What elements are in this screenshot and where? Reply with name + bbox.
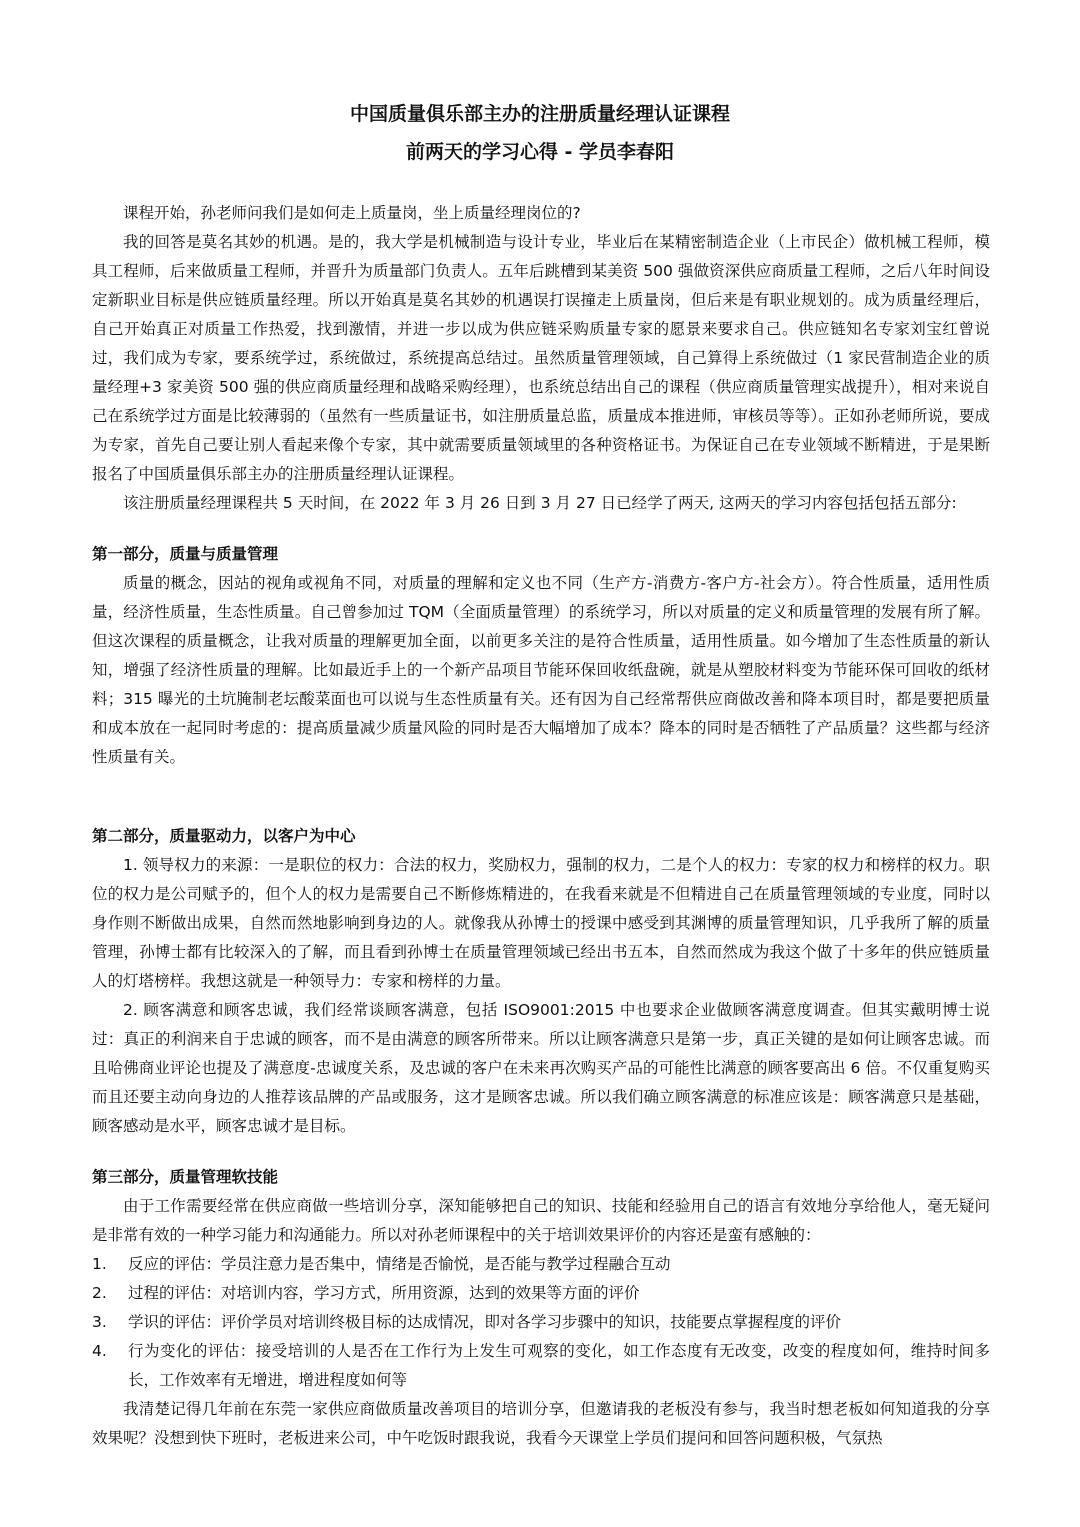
list-number: 2.: [92, 1284, 107, 1302]
intro-paragraph: 我的回答是莫名其妙的机遇。是的，我大学是机械制造与设计专业，毕业后在某精密制造企业（上市民企）做机械工程师，模具工程师，后来做质量工程师，并晋升为质量部门负责人。五年后跳槽到某美资 500 强做资深供应商质量工程师，之后八年时间设定新职业目标是供应链质量经理。所以开始真是莫名其妙的机遇误打误撞走上质量岗，但后来是有职业规划的。成为质量经理后，自己开始真正对质量工作热爱，找到激情，并进一步以成为供应链采购质量专家的愿景来要求自己。供应链知名专家刘宝红曾说过，我们成为专家，要系统学过，系统做过，系统提高总结过。虽然质量管理领域，自己算得上系统做过（1 家民营制造企业的质量经理+3 家美资 500 强的供应商质量经理和战略采购经理），也系统总结出自己的课程（供应商质量管理实战提升），相对来说自己在系统学过方面是比较薄弱的（虽然有一些质量证书，如注册质量总监，质量成本推进师，审核员等等）。正如孙老师所说，要成为专家，首先自己要让别人看起来像个专家，其中就需要质量领域里的各种资格证书。为保证自己在专业领域不断精进，于是果断报名了中国质量俱乐部主办的注册质量经理认证课程。: [92, 233, 990, 483]
document-body: [92, 199, 990, 1453]
evaluation-list: [92, 1250, 990, 1395]
list-item: [92, 1337, 990, 1395]
intro-paragraph: 该注册质量经理课程共 5 天时间，在 2022 年 3 月 26 日到 3 月 27 日已经学了两天, 这两天的学习内容包括包括五部分:: [123, 494, 957, 512]
section-paragraph: 质量的概念，因站的视角或视角不同，对质量的理解和定义也不同（生产方-消费方-客户方-社会方）。符合性质量，适用性质量，经济性质量，生态性质量。自己曾参加过 TQM（全面质量管理）的系统学习，所以对质量的定义和质量管理的发展有所了解。但这次课程的质量概念，让我对质量的理解更加全面，以前更多关注的是符合性质量，适用性质量。如今增加了生态性质量的新认知，增强了经济性质量的理解。比如最近手上的一个新产品项目节能环保回收纸盘碗，就是从塑胶材料变为节能环保可回收的纸材料；315 曝光的土坑腌制老坛酸菜面也可以说与生态性质量有关。还有因为自己经常帮供应商做改善和降本项目时，都是要把质量和成本放在一起同时考虑的：提高质量减少质量风险的同时是否大幅增加了成本？降本的同时是否牺牲了产品质量？这些都与经济性质量有关。: [92, 574, 990, 766]
list-number: 1.: [92, 1255, 107, 1273]
intro-paragraph: 课程开始，孙老师问我们是如何走上质量岗，坐上质量经理岗位的?: [123, 204, 581, 222]
section-heading-part1: 第一部分，质量与质量管理: [92, 545, 279, 563]
list-number: 4.: [92, 1342, 107, 1360]
list-item: [92, 1279, 990, 1308]
section-paragraph: 由于工作需要经常在供应商做一些培训分享，深知能够把自己的知识、技能和经验用自己的语言有效地分享给他人，毫无疑问是非常有效的一种学习能力和沟通能力。所以对孙老师课程中的关于培训效果评价的内容还是蛮有感触的：: [92, 1197, 990, 1244]
section-heading-part3: 第三部分，质量管理软技能: [92, 1168, 279, 1186]
section-paragraph: 我清楚记得几年前在东莞一家供应商做质量改善项目的培训分享，但邀请我的老板没有参与，我当时想老板如何知道我的分享效果呢？没想到快下班时，老板进来公司，中午吃饭时跟我说，我看今天课堂上学员们提问和回答问题积极，气氛热: [92, 1400, 990, 1447]
section-heading-part2: 第二部分，质量驱动力，以客户为中心: [92, 827, 356, 845]
document-title: 中国质量俱乐部主办的注册质量经理认证课程: [349, 103, 730, 125]
list-text: 反应的评估：学员注意力是否集中，情绪是否愉悦，是否能与教学过程融合互动: [128, 1255, 671, 1273]
document-subtitle: 前两天的学习心得 - 学员李春阳: [405, 141, 675, 163]
list-item: [92, 1308, 990, 1337]
section-paragraph: 1. 领导权力的来源：一是职位的权力：合法的权力，奖励权力，强制的权力，二是个人的权力：专家的权力和榜样的权力。职位的权力是公司赋予的，但个人的权力是需要自己不断修炼精进的，在我看来就是不但精进自己在质量管理领域的专业度，同时以身作则不断做出成果，自然而然地影响到身边的人。就像我从孙博士的授课中感受到其渊博的质量管理知识，几乎我所了解的质量管理，孙博士都有比较深入的了解，而且看到孙博士在质量管理领域已经出书五本，自然而然成为我这个做了十多年的供应链质量人的灯塔榜样。我想这就是一种领导力：专家和榜样的力量。: [92, 856, 990, 990]
list-text: 行为变化的评估：接受培训的人是否在工作行为上发生可观察的变化，如工作态度有无改变，改变的程度如何，维持时间多长，工作效率有无增进，增进程度如何等: [128, 1342, 990, 1389]
list-text: 学识的评估：评价学员对培训终极目标的达成情况，即对各学习步骤中的知识，技能要点掌握程度的评价: [128, 1313, 842, 1331]
section-paragraph: 2. 顾客满意和顾客忠诚，我们经常谈顾客满意，包括 ISO9001:2015 中也要求企业做顾客满意度调查。但其实戴明博士说过：真正的利润来自于忠诚的顾客，而不是由满意的顾客所带来。所以让顾客满意只是第一步，真正关键的是如何让顾客忠诚。而且哈佛商业评论也提及了满意度-忠诚度关系，及忠诚的客户在未来再次购买产品的可能性比满意的顾客要高出 6 倍。不仅重复购买而且还要主动向身边的人推荐该品牌的产品或服务，这才是顾客忠诚。所以我们确立顾客满意的标准应该是：顾客满意只是基础，顾客感动是水平，顾客忠诚才是目标。: [92, 1001, 990, 1135]
list-number: 3.: [92, 1313, 107, 1331]
list-text: 过程的评估：对培训内容，学习方式，所用资源，达到的效果等方面的评价: [128, 1284, 640, 1302]
list-item: [92, 1250, 990, 1279]
